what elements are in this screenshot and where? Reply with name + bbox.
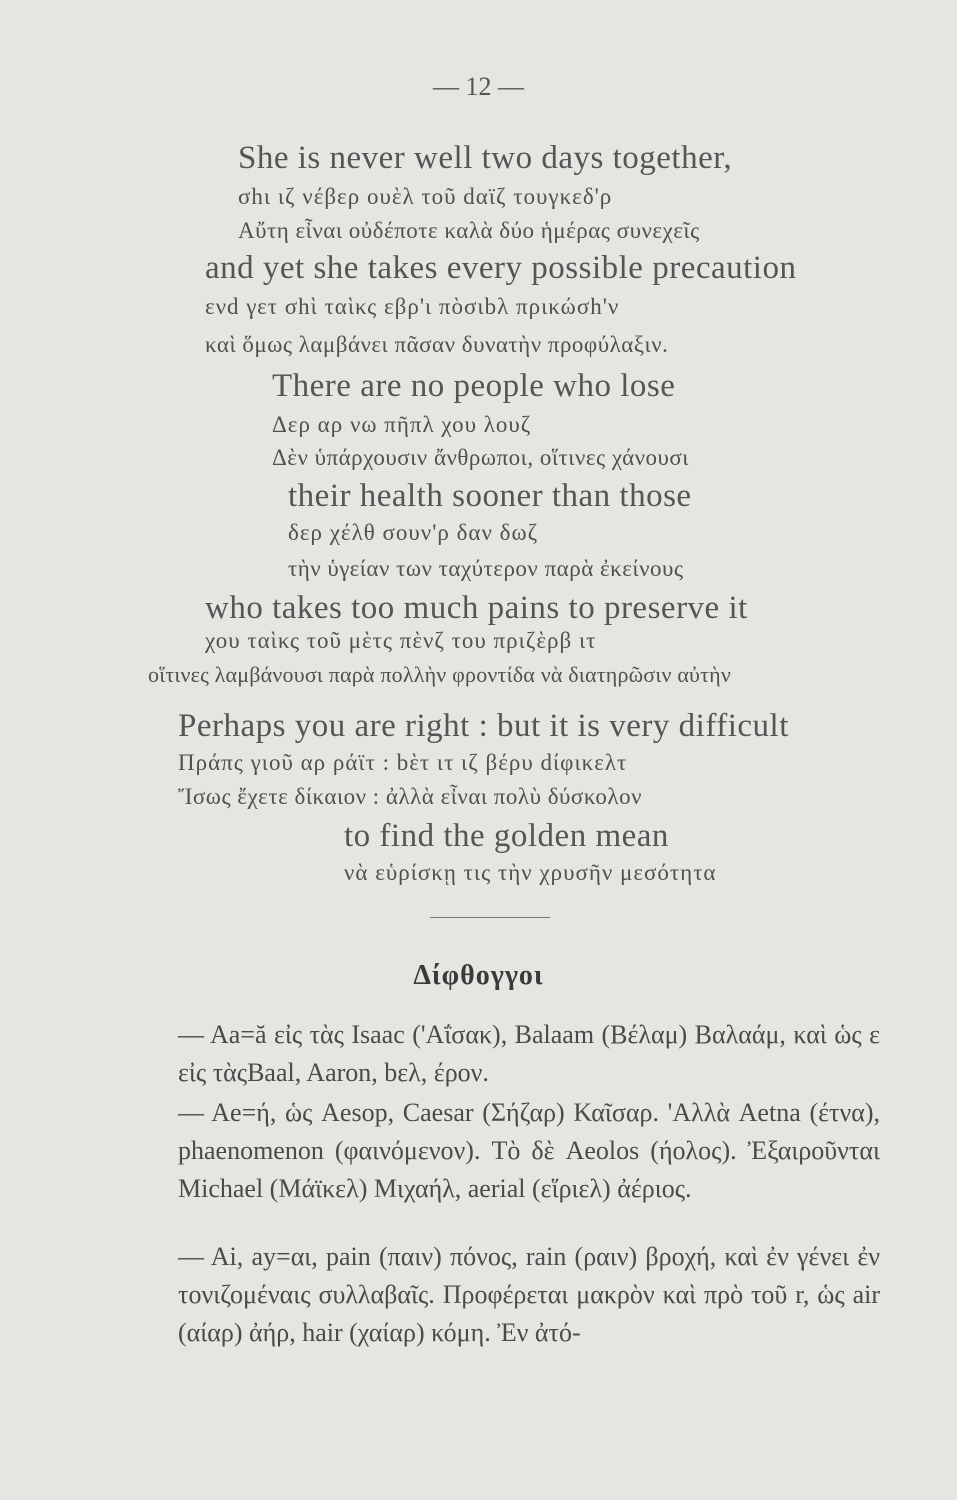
section-divider	[430, 917, 550, 918]
paragraph	[140, 1094, 880, 1208]
english-line: There are no people who lose	[272, 368, 676, 404]
english-line: She is never well two days together,	[238, 140, 733, 176]
english-line: Perhaps you are right : but it is very difficult	[178, 708, 789, 744]
phonetic-line: σhι ιζ νέβερ ουὲλ τοῦ dαϊζ τουγκεδ'ρ	[238, 184, 613, 209]
paragraph	[140, 1238, 880, 1352]
english-line: to find the golden mean	[344, 818, 669, 854]
phonetic-line: χου ταὶκς τοῦ μὲτς πὲνζ του πριζὲρβ ιτ	[205, 628, 597, 653]
greek-line: οἵτινες λαμβάνουσι παρὰ πολλὴν φροντίδα νὰ διατηρῶσιν αὐτὴν	[148, 662, 732, 687]
greek-line: καὶ ὅμως λαμβάνει πᾶσαν δυνατὴν προφύλαξιν.	[205, 332, 669, 357]
paragraph-text: — Ae=ή, ὡς Aesop, Caesar (Σήζαρ) Καῖσαρ. 'Αλλὰ Aetna (έτνα), phaenomenon (φαινόμενον). Τὸ δὲ Aeolos (ήολος). Ἐξαιροῦνται Michael (Μάϊκελ) Μιχαήλ, aerial (εἵριελ) ἀέριος.	[178, 1098, 880, 1203]
phonetic-line: δερ χέλθ σουν'ρ δαν δωζ	[288, 520, 539, 545]
greek-line: Ἴσως ἔχετε δίκαιον : ἀλλὰ εἶναι πολὺ δύσκολον	[178, 784, 642, 809]
greek-line: τὴν ὑγείαν των ταχύτερον παρὰ ἐκείνους	[288, 556, 684, 581]
greek-line: Αὔτη εἶναι οὐδέποτε καλὰ δύο ἡμέρας συνεχεῖς	[238, 218, 700, 243]
phonetic-line: ενd γετ σhὶ ταὶκς εβρ'ι πὸσιbλ πρικώσh'ν	[205, 294, 620, 319]
section-heading: Δίφθογγοι	[413, 960, 544, 991]
phonetic-line: Δερ αρ νω πῆπλ χου λουζ	[272, 412, 532, 437]
english-line: who takes too much pains to preserve it	[205, 590, 748, 626]
paragraph-text: — Aa=ă εἰς τὰς Isaac ('Αΐσακ), Balaam (Βέλαμ) Βαλαάμ, καὶ ὡς ε εἰς τὰςBaal, Aaron, bελ, έρον.	[178, 1020, 880, 1087]
english-line: their health sooner than those	[288, 478, 692, 514]
paragraph	[140, 1016, 880, 1092]
english-line: and yet she takes every possible precaution	[205, 250, 797, 286]
phonetic-line: Πράπς γιοῦ αρ ράϊτ : bὲτ ιτ ιζ βέρυ dίφικελτ	[178, 750, 628, 775]
greek-line: Δὲν ὑπάρχουσιν ἄνθρωποι, οἵτινες χάνουσι	[272, 445, 689, 470]
paragraph-text: — Ai, ay=αι, pain (παιν) πόνος, rain (ραιν) βροχή, καὶ ἐν γένει ἐν τονιζομέναις συλλαβαῖς. Προφέρεται μακρὸν καὶ πρὸ τοῦ r, ὡς air (αίαρ) ἀήρ, hair (χαίαρ) κόμη. Ἐν ἀτό-	[178, 1242, 880, 1347]
phonetic-line: νὰ εὑρίσκῃ τις τὴν χρυσῆν μεσότητα	[344, 860, 717, 885]
page-number: — 12 —	[433, 72, 524, 101]
